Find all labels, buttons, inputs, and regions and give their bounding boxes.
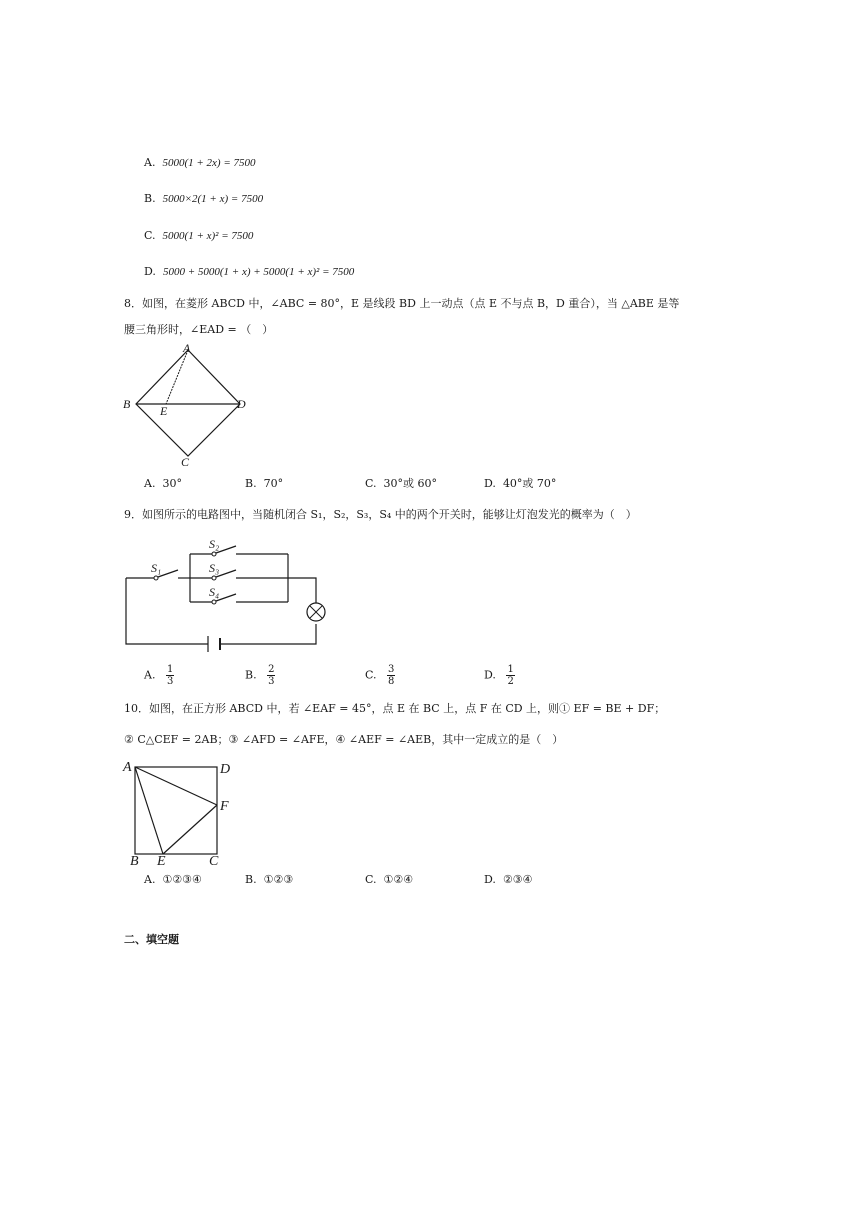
q9-circuit-figure (118, 532, 338, 657)
fraction: $\frac{2}{3}$ (268, 664, 275, 687)
label-e: E (157, 854, 166, 869)
q9-option-a: A. $\frac{1}{3}$ (144, 664, 174, 687)
label-b: B (130, 854, 139, 869)
wire-right-top (288, 578, 316, 603)
rhombus-outline (136, 350, 240, 456)
label-b: B (123, 397, 131, 411)
label-d: D (220, 762, 231, 777)
q10-option-c: C. ①②④ (365, 873, 414, 886)
label-c: C (209, 854, 219, 869)
label-d: D (237, 397, 246, 411)
wire-bottom-right (220, 624, 316, 644)
s2-pivot (212, 552, 216, 556)
label-s1: S₁ (151, 561, 162, 575)
fraction: $\frac{3}{8}$ (388, 664, 395, 687)
s4-pivot (212, 600, 216, 604)
q9-stem-line1: 9．如图所示的电路图中，当随机闭合 S₁，S₂，S₃，S₄ 中的两个开关时，能够让灯泡发光的概率为（ ） (124, 508, 637, 521)
label-a: A (123, 760, 132, 775)
label-s4: S₄ (209, 585, 220, 599)
q8-option-a: A. 30° (144, 477, 182, 490)
q10-option-b: B. ①②③ (245, 873, 294, 886)
label-e: E (160, 404, 168, 418)
q10-option-a: A. ①②③④ (144, 873, 202, 886)
q8-stem-line1: 8．如图，在菱形 ABCD 中，∠ABC = 80°，E 是线段 BD 上一动点（点 E 不与点 B，D 重合），当 △ABE 是等 (124, 297, 680, 310)
label-c: C (181, 455, 190, 469)
q8-rhombus-figure (118, 340, 258, 475)
q7-option-d: D. 5000 + 5000(1 + x) + 5000(1 + x)² = 7500 (144, 265, 355, 278)
q7-option-a: A. 5000(1 + 2x) = 7500 (144, 156, 256, 169)
segment-af (135, 767, 217, 805)
segment-ae (135, 767, 163, 854)
label-s2: S₂ (209, 537, 220, 551)
label-s3: S₃ (209, 561, 220, 575)
q8-option-d: D. 40°或 70° (484, 477, 557, 490)
label-f: F (220, 799, 229, 814)
q9-option-d: D. $\frac{1}{2}$ (484, 664, 514, 687)
q8-stem-line2: 腰三角形时，∠EAD = （ ） (124, 323, 274, 336)
q10-square-figure (118, 755, 248, 870)
q9-option-b: B. $\frac{2}{3}$ (245, 664, 275, 687)
q8-option-b: B. 70° (245, 477, 284, 490)
q10-option-d: D. ②③④ (484, 873, 533, 886)
q10-stem-line2: ② C△CEF = 2AB；③ ∠AFD = ∠AFE，④ ∠AEF = ∠AEB，其中一定成立的是（ ） (124, 733, 564, 746)
q7-option-b: B. 5000×2(1 + x) = 7500 (144, 192, 264, 205)
fraction: $\frac{1}{2}$ (507, 664, 514, 687)
q7-option-c: C. 5000(1 + x)² = 7500 (144, 229, 254, 242)
q10-stem-line1: 10．如图，在正方形 ABCD 中，若 ∠EAF = 45°，点 E 在 BC 上，点 F 在 CD 上，则① EF = BE + DF； (124, 702, 666, 715)
segment-ef (163, 805, 217, 854)
s3-pivot (212, 576, 216, 580)
label-a: A (183, 341, 191, 355)
q8-option-c: C. 30°或 60° (365, 477, 438, 490)
s1-pivot (154, 576, 158, 580)
wire-left-bottom (126, 578, 208, 644)
fraction: $\frac{1}{3}$ (166, 664, 174, 687)
q9-option-c: C. $\frac{3}{8}$ (365, 664, 395, 687)
section-title: 二、填空题 (124, 933, 179, 946)
segment-ae (166, 350, 188, 404)
square-outline (135, 767, 217, 854)
